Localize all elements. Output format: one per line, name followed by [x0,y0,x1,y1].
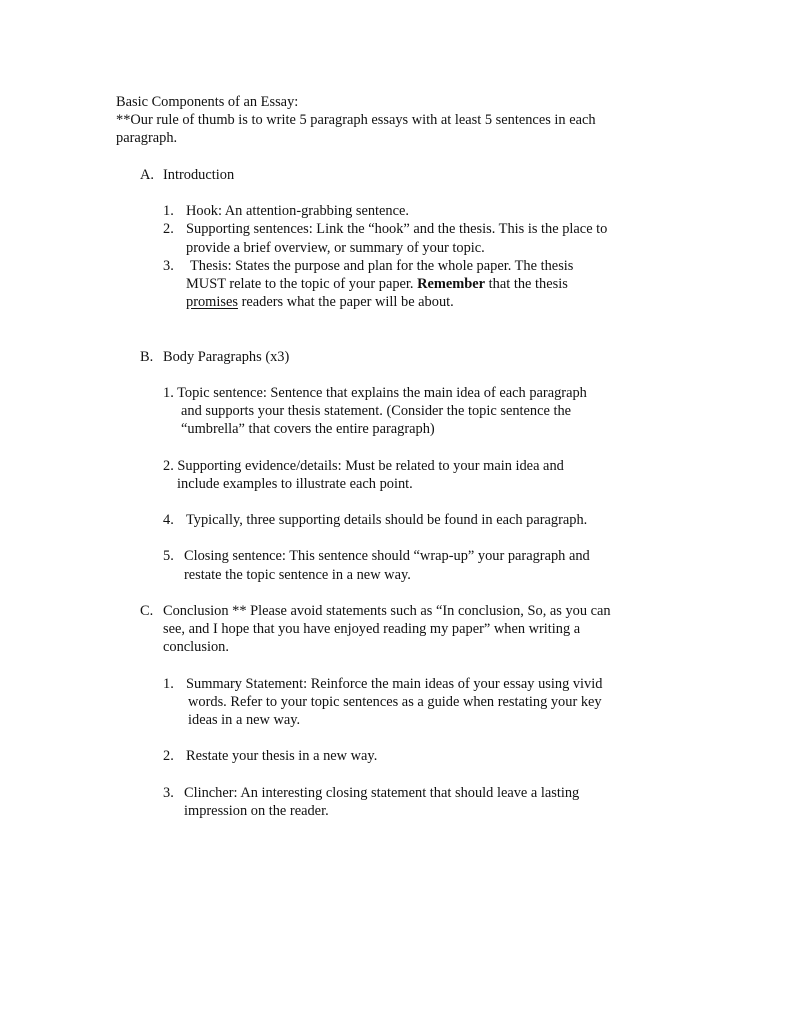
conclusion-item-3-number: 3. [163,785,174,801]
conclusion-item-1-line-3: ideas in a new way. [188,712,301,728]
conclusion-item-3-line-2: impression on the reader. [184,803,329,819]
section-c-marker: C. [140,603,154,619]
intro-item-1-number: 1. [163,203,174,219]
body-item-5-line-2: restate the topic sentence in a new way. [184,567,411,583]
intro-item-3-line-3-end: readers what the paper will be about. [237,294,454,310]
intro-item-3-line-2-start: MUST relate to the topic of your paper. [186,276,418,292]
body-item-5-number: 5. [163,548,174,564]
rule-of-thumb-line-2: paragraph. [116,130,178,146]
body-item-1-line-3: “umbrella” that covers the entire paragraph) [181,421,435,437]
conclusion-item-3-line-1: Clincher: An interesting closing statement that should leave a lasting [184,785,580,801]
body-item-2-line-1: 2. Supporting evidence/details: Must be related to your main idea and [163,458,564,474]
conclusion-item-1-line-2: words. Refer to your topic sentences as a guide when restating your key [188,694,602,710]
section-a-marker: A. [140,167,154,183]
body-item-5-line-1: Closing sentence: This sentence should “wrap-up” your paragraph and [184,548,590,564]
intro-item-3-line-2 [186,275,568,293]
section-c-line-2: see, and I hope that you have enjoyed reading my paper” when writing a [163,621,581,637]
conclusion-item-2-text: Restate your thesis in a new way. [186,748,378,764]
conclusion-item-1-line-1: Summary Statement: Reinforce the main ideas of your essay using vivid [186,676,603,692]
section-c-line-3: conclusion. [163,639,229,655]
body-item-4-number: 4. [163,512,174,528]
body-item-1-line-2: and supports your thesis statement. (Consider the topic sentence the [181,403,572,419]
intro-item-2-number: 2. [163,221,174,237]
intro-item-3-number: 3. [163,258,174,274]
intro-item-2-line-1: Supporting sentences: Link the “hook” and the thesis. This is the place to [186,221,608,237]
body-item-1-line-1: 1. Topic sentence: Sentence that explains the main idea of each paragraph [163,385,587,401]
promises-underlined: promises [186,294,238,310]
section-b-heading: Body Paragraphs (x3) [163,349,290,365]
intro-item-3-line-2-end: that the thesis [485,276,568,292]
body-item-4-text: Typically, three supporting details should be found in each paragraph. [186,512,588,528]
intro-item-1-text: Hook: An attention-grabbing sentence. [186,203,409,219]
conclusion-item-1-number: 1. [163,676,174,692]
section-c-line-1: Conclusion ** Please avoid statements such as “In conclusion, So, as you can [163,603,611,619]
document-title: Basic Components of an Essay: [116,94,299,110]
intro-item-3-line-3 [186,293,454,311]
body-item-2-line-2: include examples to illustrate each point. [177,476,413,492]
conclusion-item-2-number: 2. [163,748,174,764]
remember-emphasis: Remember [417,276,486,292]
rule-of-thumb-line-1: **Our rule of thumb is to write 5 paragraph essays with at least 5 sentences in each [116,112,596,128]
section-a-heading: Introduction [163,167,235,183]
intro-item-2-line-2: provide a brief overview, or summary of your topic. [186,240,485,256]
intro-item-3-line-1: Thesis: States the purpose and plan for the whole paper. The thesis [190,258,574,274]
section-b-marker: B. [140,349,154,365]
